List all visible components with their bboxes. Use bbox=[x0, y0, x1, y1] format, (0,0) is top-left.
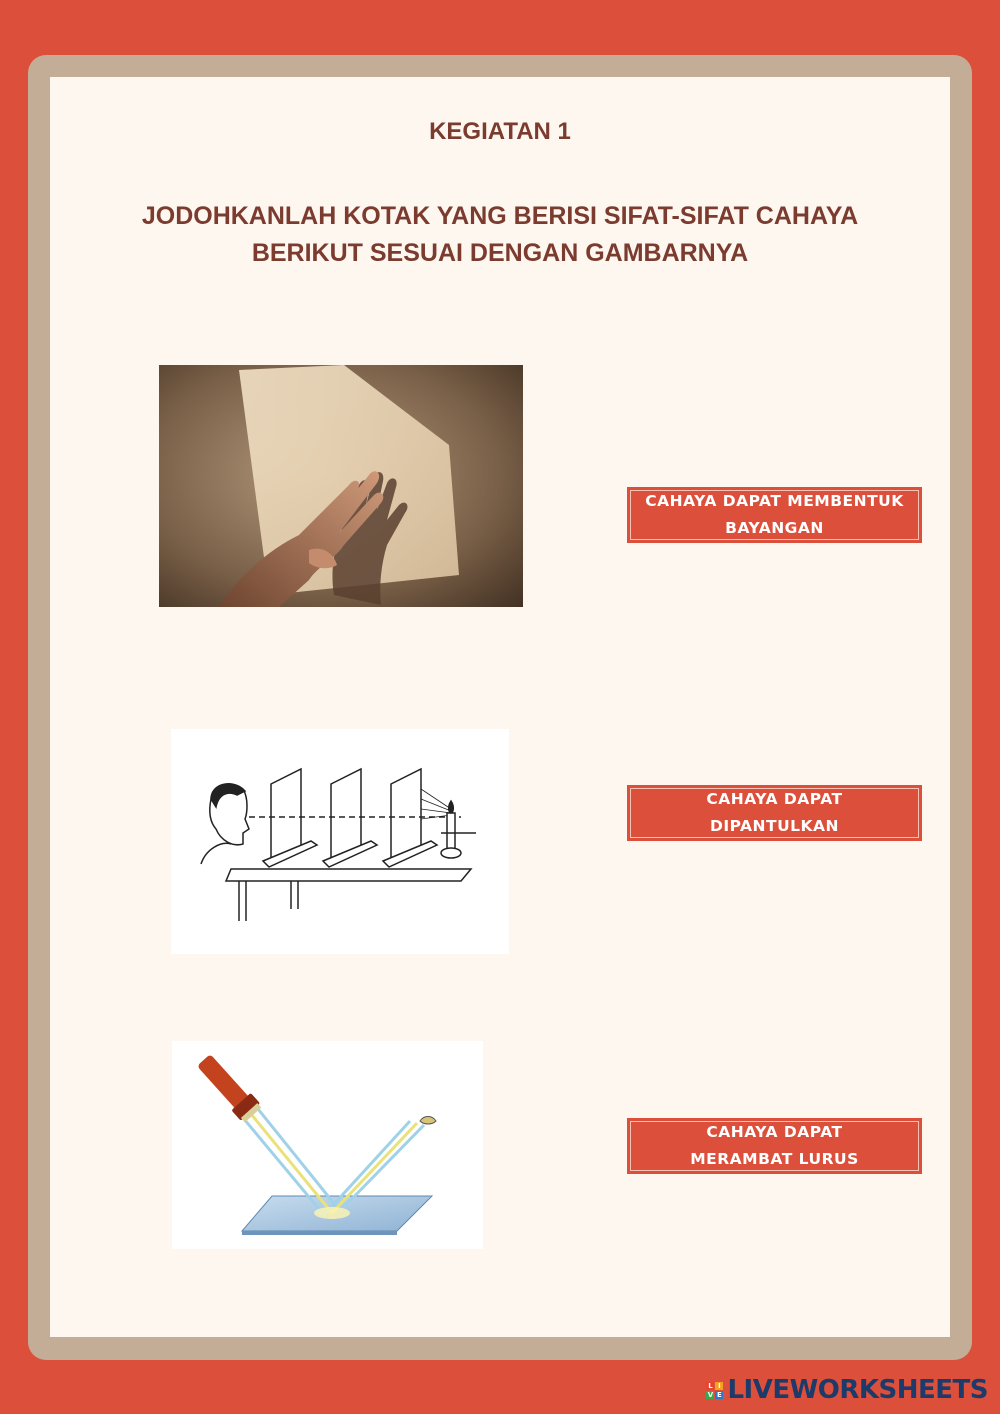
answer-label-line-1: CAHAYA DAPAT MEMBENTUK bbox=[645, 492, 904, 510]
logo-letter: E bbox=[717, 1390, 722, 1399]
answer-label-line-2: BAYANGAN bbox=[725, 519, 824, 537]
logo-letter: L bbox=[708, 1381, 713, 1390]
instruction-line-1: JODOHKANLAH KOTAK YANG BERISI SIFAT-SIFAT CAHAYA bbox=[141, 202, 859, 230]
reflection-flashlight-image bbox=[172, 1041, 483, 1249]
brand-name: LIVEWORKSHEETS bbox=[727, 1375, 988, 1405]
logo-letter: I bbox=[715, 1382, 723, 1390]
answer-box-shadow[interactable] bbox=[627, 487, 922, 543]
answer-label-line-1: CAHAYA DAPAT bbox=[706, 1123, 843, 1141]
instruction-text bbox=[50, 198, 950, 272]
straight-light-experiment-image bbox=[171, 729, 509, 954]
answer-label-line-2: DIPANTULKAN bbox=[709, 817, 840, 835]
shadow-hand-image bbox=[159, 365, 523, 607]
answer-box-straight[interactable] bbox=[627, 1118, 922, 1174]
answer-label-line-1: CAHAYA DAPAT bbox=[706, 790, 843, 808]
liveworksheets-brand[interactable] bbox=[706, 1375, 988, 1405]
answer-label-line-2: MERAMBAT LURUS bbox=[690, 1150, 859, 1168]
page-title: KEGIATAN 1 bbox=[429, 118, 571, 145]
logo-letter: V bbox=[707, 1390, 714, 1399]
answer-box-reflection[interactable] bbox=[627, 785, 922, 841]
liveworksheets-logo-icon bbox=[706, 1382, 723, 1399]
instruction-line-2: BERIKUT SESUAI DENGAN GAMBARNYA bbox=[251, 239, 749, 267]
